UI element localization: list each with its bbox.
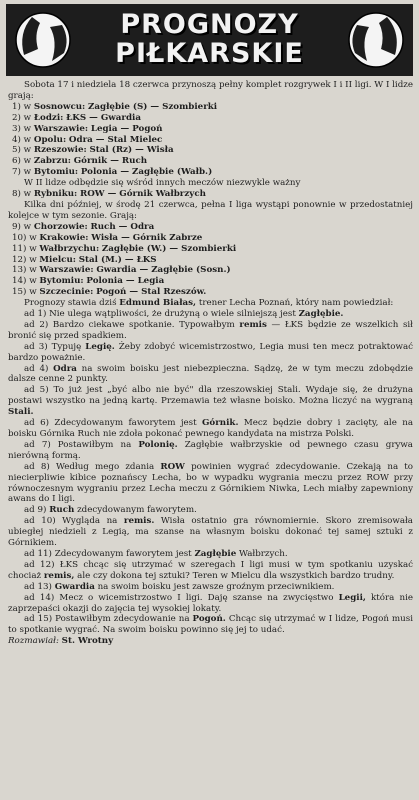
author-paragraph: Prognozy stawia dziś Edmund Białas, trener Lecha Poznań, który nam powiedział: [24, 298, 394, 309]
midweek-paragraph: Kilka dni później, w środę 21 czerwca, pełna I liga wystąpi ponownie w przedostatniej kolejce w tym sezonie. Grają: [8, 199, 413, 221]
section-title [76, 10, 343, 68]
prediction-item: ad 3) Typuję Legię. Żeby zdobyć wicemistrzostwo, Legia musi ten mecz potraktować bardzo poważnie. [8, 341, 413, 363]
prediction-item: ad 5) To już jest „być albo nie być" dla rzeszowskiej Stali. Wydaje się, że drużyna postawi wszystko na jedną kartę. Przemawia też własne boisko. Można liczyć na wygraną Stali. [8, 385, 413, 418]
fixture-line: 10) w Krakowie: Wisła — Górnik Zabrze [12, 232, 203, 243]
prediction-item: ad 2) Bardzo ciekawe spotkanie. Typowałbym remis — ŁKS będzie ze wszelkich sił bronić się przed spadkiem. [8, 319, 413, 341]
prediction-item: ad 10) Wygląda na remis. Wisła ostatnio gra równomiernie. Skoro zremisowała ubiegłej niedzieli z Legią, ma szanse na własnym boisku dokonać tej samej sztuki z Górnikiem. [8, 516, 413, 549]
prediction-item: ad 11) Zdecydowanym faworytem jest Zagłębie Wałbrzych. [24, 548, 288, 559]
article-body [8, 80, 413, 795]
section-title-line1: PROGNOZY [120, 9, 299, 40]
intro-paragraph: Sobota 17 i niedziela 18 czerwca przynoszą pełny komplet rozgrywek I i II ligi. W I lidze grają: [8, 80, 413, 101]
fixture-line: 12) w Mielcu: Stal (M.) — ŁKS [12, 254, 157, 265]
prediction-list [8, 309, 413, 636]
fixture-line: 5) w Rzeszowie: Stal (Rz) — Wisła [12, 145, 174, 156]
prediction-item: ad 14) Mecz o wicemistrzostwo I ligi. Daję szanse na zwycięstwo Legii, która nie zaprzepaści okazji do zajęcia tej wysokiej lokaty. [8, 592, 413, 614]
prediction-item: ad 13) Gwardia na swoim boisku jest zawsze groźnym przeciwnikiem. [24, 581, 335, 592]
section-title-line2: PIŁKARSKIE [115, 38, 304, 69]
fixture-line: 6) w Zabrzu: Górnik — Ruch [12, 156, 148, 167]
column-header [6, 4, 413, 76]
fixture-line: 7) w Bytomiu: Polonia — Zagłębie (Wałb.) [12, 167, 213, 178]
fixture-line: 2) w Łodzi: ŁKS — Gwardia [12, 112, 141, 123]
football-icon [14, 11, 72, 69]
fixture-line: 9) w Chorzowie: Ruch — Odra [12, 221, 155, 232]
prediction-item: ad 8) Według mego zdania ROW powinien wygrać zdecydowanie. Czekają na to niecierpliwie kibice poznańscy Lecha, bo w wypadku wygrania meczu przez ROW przy równoczesnym wygraniu przez Lecha meczu z Górnikiem Niwka, Lech miałby zapewniony awans do I ligi. [8, 461, 413, 505]
prediction-item: ad 4) Odra na swoim boisku jest niebezpieczna. Sądzę, że w tym meczu zdobędzie dalsze cenne 2 punkty. [8, 363, 413, 385]
byline-label: Rozmawiał: [8, 636, 59, 647]
fixture-line: 15) w Szczecinie: Pogoń — Stal Rzeszów. [12, 287, 207, 298]
fixture-line: 13) w Warszawie: Gwardia — Zagłębie (Sosn.) [12, 265, 231, 276]
byline [8, 636, 413, 647]
fixture-list-weekend [8, 102, 413, 178]
prediction-item: ad 7) Postawiłbym na Polonię. Zagłębie wałbrzyskie od pewnego czasu grywa nierówną formą. [8, 439, 413, 461]
byline-author: St. Wrotny [61, 636, 114, 647]
prediction-item: ad 12) ŁKS chcąc się utrzymać w szeregach I ligi musi w tym spotkaniu uzyskać chociaż remis, ale czy dokona tej sztuki? Teren w Mielcu dla wszystkich bardzo trudny. [8, 559, 413, 581]
prediction-item: ad 9) Ruch zdecydowanym faworytem. [24, 505, 197, 516]
fixture-line: 8) w Rybniku: ROW — Górnik Wałbrzych [12, 189, 206, 200]
second-league-paragraph: W II lidze odbędzie się wśród innych meczów niezwykle ważny [24, 178, 301, 189]
fixture-line: 11) w Wałbrzychu: Zagłębie (W.) — Szombierki [12, 243, 237, 254]
fixture-line: 14) w Bytomiu: Polonia — Legia [12, 276, 165, 287]
fixture-list-midweek [8, 222, 413, 298]
fixture-line: 3) w Warszawie: Legia — Pogoń [12, 123, 163, 134]
prediction-item: ad 15) Postawiłbym zdecydowanie na Pogoń. Chcąc się utrzymać w I lidze, Pogoń musi to spotkanie wygrać. Na swoim boisku powinno się jej to udać. [8, 614, 413, 636]
prediction-item: ad 6) Zdecydowanym faworytem jest Górnik. Mecz będzie dobry i zacięty, ale na boisku Górnika Ruch nie zdoła pokonać pewnego kandydata na mistrza Polski. [8, 418, 413, 439]
football-icon [347, 11, 405, 69]
prediction-item: ad 1) Nie ulega wątpliwości, że drużyną o wiele silniejszą jest Zagłębie. [24, 309, 344, 320]
fixture-line: 1) w Sosnowcu: Zagłębie (S) — Szombierki [12, 101, 218, 112]
fixture-line: 4) w Opolu: Odra — Stal Mielec [12, 134, 163, 145]
